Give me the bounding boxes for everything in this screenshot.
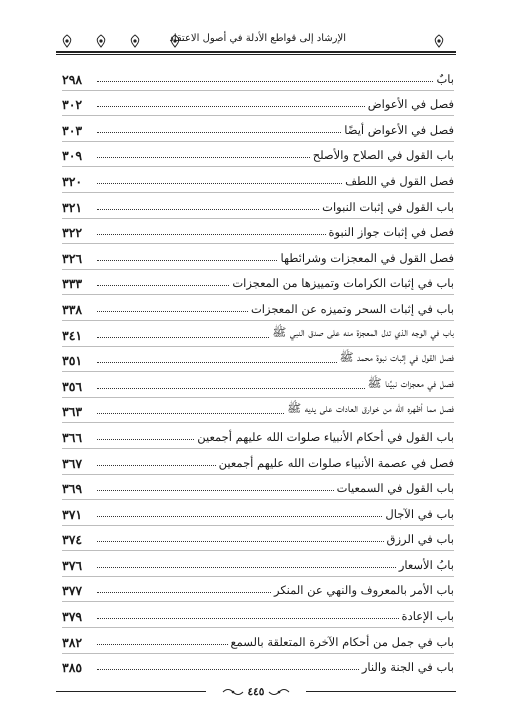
running-header: [56, 30, 456, 52]
dot-leader: [97, 465, 216, 466]
dot-leader: [97, 81, 433, 82]
toc-row: [62, 91, 454, 117]
toc-page-number: ٣٥١: [62, 353, 83, 369]
toc-row: [62, 475, 454, 501]
toc-row: [62, 244, 454, 270]
dot-leader: [97, 644, 228, 645]
toc-entry-title: فصل في الأعواض أيضًا: [344, 122, 454, 137]
toc-entry-title: باب في الجنة والنار: [361, 660, 454, 675]
toc-page-number: ٣٨٥: [62, 660, 83, 676]
header-rule-thin: [56, 54, 456, 55]
scroll-ornament-icon: [268, 687, 290, 697]
toc-page-number: ٣٠٩: [62, 148, 83, 164]
floral-ornament-icon: [430, 34, 448, 48]
toc-row: [62, 295, 454, 321]
toc-page-number: ٣٢٢: [62, 225, 83, 241]
toc-row: [62, 602, 454, 628]
toc-page-number: ٣٥٦: [62, 378, 83, 394]
toc-entry-title: باب القول في إثبات النبوات: [322, 199, 454, 214]
toc-entry-title: باب في إثبات الكرامات وتمييزها من المعجزات: [232, 276, 454, 291]
toc-page-number: ٣٧٧: [62, 583, 83, 599]
toc-page-number: ٣٦٧: [62, 455, 83, 471]
header-rule: [56, 51, 456, 53]
toc-entry-title: فصل مما أظهره الله من خوارق العادات على يديه ﷺ: [287, 401, 454, 416]
dot-leader: [97, 388, 365, 389]
toc-entry-title: باب القول في السمعيات: [336, 481, 454, 496]
toc-page-number: ٣٠٢: [62, 97, 83, 113]
toc-entry-title: باب الإعادة: [401, 609, 454, 624]
toc-entry-title: باب القول في أحكام الأنبياء صلوات الله عليهم أجمعين: [197, 429, 454, 444]
toc-page-number: ٣٠٣: [62, 122, 83, 138]
toc-page-number: ٣٣٨: [62, 301, 83, 317]
toc-row: [62, 654, 454, 679]
dot-leader: [97, 592, 271, 593]
toc-row: [62, 219, 454, 245]
dot-leader: [97, 516, 382, 517]
footer-page-frame: [206, 685, 306, 698]
toc-entry-title: باب في الرزق: [386, 532, 454, 547]
toc-entry-title: فصل في الأعواض: [367, 97, 454, 112]
dot-leader: [97, 490, 334, 491]
dot-leader: [97, 106, 365, 107]
toc-entry-title: فصل القول في اللطف: [345, 173, 454, 188]
running-header-title: الإرشاد إلى قواطع الأدلة في أصول الاعتقاد: [169, 33, 346, 44]
toc-entry-title: بابُ الأسعار: [398, 557, 454, 572]
dot-leader: [97, 413, 284, 414]
dot-leader: [97, 157, 310, 158]
dot-leader: [97, 311, 248, 312]
toc-page-number: ٣٢٠: [62, 173, 83, 189]
toc-row: [62, 372, 454, 398]
toc-row: [62, 347, 454, 373]
dot-leader: [97, 183, 342, 184]
toc-page-number: ٣٦٣: [62, 404, 83, 420]
toc-row: [62, 398, 454, 424]
toc-page-number: ٣٧٩: [62, 609, 83, 625]
toc-row: [62, 449, 454, 475]
dot-leader: [97, 260, 277, 261]
toc-entry-title: فصل في إثبات جواز النبوة: [328, 225, 454, 240]
toc-row: [62, 321, 454, 347]
toc-page-number: ٣٧٦: [62, 557, 83, 573]
toc-row: [62, 577, 454, 603]
toc-page-number: ٢٩٨: [62, 71, 83, 87]
toc-entry-title: فصل القول في إثبات نبوة محمد ﷺ: [339, 350, 454, 365]
toc-row: [62, 270, 454, 296]
floral-ornament-icon: [58, 34, 76, 48]
dot-leader: [97, 567, 396, 568]
page-number: ٤٤٥: [247, 685, 265, 698]
toc-row: [62, 500, 454, 526]
toc-entry-title: باب القول في الصلاح والأصلح: [312, 148, 454, 163]
toc-entry-title: باب الأمر بالمعروف والنهي عن المنكر: [273, 583, 454, 598]
dot-leader: [97, 669, 359, 670]
toc-entry-title: فصل في عصمة الأنبياء صلوات الله عليهم أجمعين: [218, 455, 454, 470]
dot-leader: [97, 439, 194, 440]
toc-entry-title: باب في الآجال: [385, 506, 454, 521]
toc-row: [62, 193, 454, 219]
toc-page-number: ٣٢٦: [62, 250, 83, 266]
floral-ornament-icon: [126, 34, 144, 48]
dot-leader: [97, 618, 399, 619]
toc-entry-title: باب في الوجه الذي تدل المعجزة منه على صدق النبي ﷺ: [272, 324, 454, 339]
scroll-ornament-icon: [222, 687, 244, 697]
page-footer: [56, 685, 456, 699]
toc-row: [62, 167, 454, 193]
toc-row: [62, 423, 454, 449]
dot-leader: [97, 541, 384, 542]
dot-leader: [97, 132, 341, 133]
toc-page-number: ٣٨٢: [62, 634, 83, 650]
toc-row: [62, 526, 454, 552]
toc-row: [62, 628, 454, 654]
toc-row: [62, 116, 454, 142]
toc-entry-title: فصل القول في المعجزات وشرائطها: [280, 250, 454, 265]
toc-row: [62, 551, 454, 577]
toc-entry-title: باب في إثبات السحر وتميزه عن المعجزات: [250, 301, 454, 316]
toc-entry-title: بابٌ: [436, 71, 454, 86]
toc-row: [62, 65, 454, 91]
table-of-contents: [62, 65, 454, 678]
floral-ornament-icon: [92, 34, 110, 48]
toc-page-number: ٣٧٤: [62, 532, 83, 548]
toc-page-number: ٣٣٣: [62, 276, 83, 292]
dot-leader: [97, 337, 269, 338]
toc-page-number: ٣٦٦: [62, 429, 83, 445]
toc-page-number: ٣٤١: [62, 327, 83, 343]
toc-entry-title: باب في جمل من أحكام الآخرة المتعلقة بالسمع: [230, 634, 454, 649]
dot-leader: [97, 362, 337, 363]
toc-page-number: ٣٢١: [62, 199, 83, 215]
dot-leader: [97, 209, 319, 210]
toc-entry-title: فصل في معجزات نبيِّنا ﷺ: [367, 375, 454, 390]
dot-leader: [97, 285, 229, 286]
toc-page-number: ٣٦٩: [62, 481, 83, 497]
toc-page-number: ٣٧١: [62, 506, 83, 522]
toc-row: [62, 142, 454, 168]
dot-leader: [97, 234, 326, 235]
